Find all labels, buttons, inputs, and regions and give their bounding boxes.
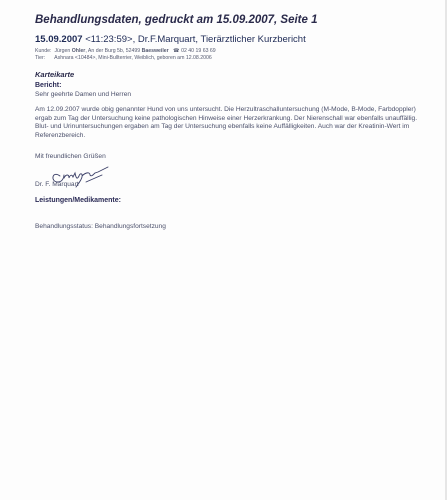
report-label: Bericht:	[35, 82, 62, 89]
client-label: Kunde:	[35, 48, 52, 54]
treatment-status: Behandlungsstatus: Behandlungsfortsetzung	[35, 223, 166, 230]
print-time: <11:23:59>	[85, 34, 133, 45]
report-body: Am 12.09.2007 wurde obig genannter Hund von uns untersucht. Die Herzultraschalluntersuchung (M-Mode, B-Mode, Farbdoppler) ergab zum Tag der Untersuchung keine pathologischen Hinweise einer Herzerkrankung. Der Nierenschall war ebenfalls unauffällig. Blut- und Urinuntersuchungen ergaben am Tag der Untersuchung ebenfalls keine Auffälligkeiten. Auch war der Kreatinin-Wert im Referenzbereich.	[35, 106, 418, 139]
client-line	[35, 48, 216, 54]
client-address: , An der Burg 5b, 52499	[85, 48, 142, 54]
card-heading: Karteikarte	[35, 70, 75, 79]
report-greeting: Sehr geehrte Damen und Herren	[35, 91, 132, 98]
services-label: Leistungen/Medikamente:	[35, 197, 121, 204]
subtitle-doctor-and-type: , Dr.F.Marquart, Tierärztlicher Kurzbericht	[132, 34, 306, 45]
document-title: Behandlungsdaten, gedruckt am 15.09.2007, Seite 1	[35, 14, 318, 26]
client-surname: Ohler	[71, 48, 86, 54]
report-subtitle	[35, 34, 306, 45]
animal-line	[35, 55, 212, 61]
client-phone: 02 40 19 63 69	[181, 48, 216, 54]
print-date: 15.09.2007	[35, 34, 83, 45]
animal-label: Tier:	[35, 55, 46, 61]
client-name-prefix: Jürgen	[54, 48, 72, 54]
client-city: Baesweiler	[141, 48, 169, 54]
phone-icon: ☎	[173, 48, 180, 54]
animal-description: Ashnara <10484>, Mini-Bullterrier, Weiblich, geboren am 12.08.2006	[54, 55, 212, 61]
report-closing: Mit freundlichen Grüßen	[35, 153, 106, 160]
signer-name: Dr. F. Marquart	[35, 181, 79, 188]
